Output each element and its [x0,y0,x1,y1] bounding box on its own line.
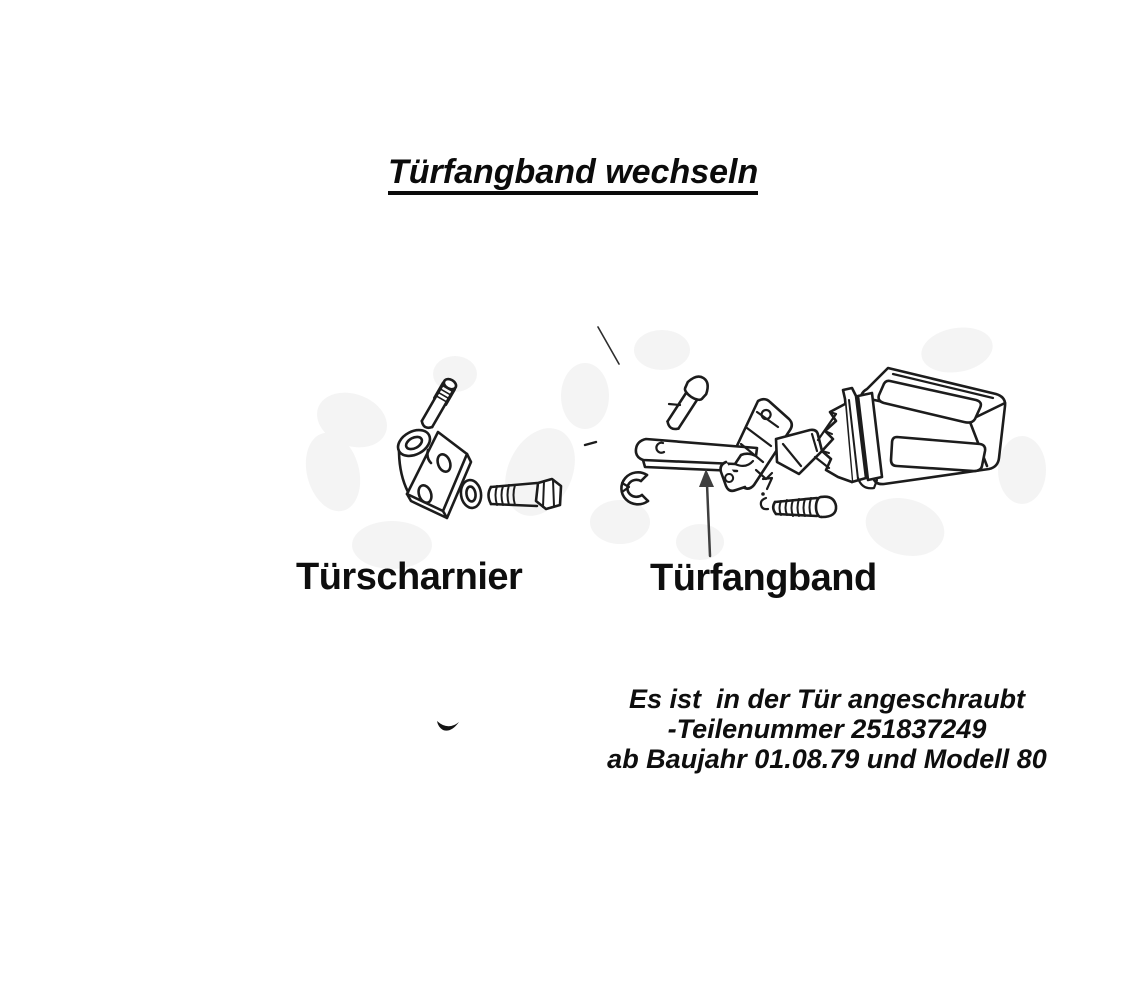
reference-scribbles [761,478,772,509]
pillar-mount-bracket [815,388,882,488]
ink-smudge [437,721,459,731]
e-clip [621,472,648,504]
page-title: Türfangband wechseln [388,154,758,195]
label-tuerfangband: Türfangband [650,557,877,599]
label-tuerscharnier: Türscharnier [296,556,523,598]
caption-line-3: ab Baujahr 01.08.79 und Modell 80 [607,744,1047,774]
washer [459,479,483,510]
caption-line-1: Es ist in der Tür angeschraubt [628,684,1026,714]
screw [773,497,836,517]
caption-line-2: -Teilenummer 251837249 [667,714,987,744]
caption-block [567,684,1087,774]
hinge-bracket [394,425,471,518]
wedge-block [776,430,822,474]
door-pillar-section [861,368,1005,484]
